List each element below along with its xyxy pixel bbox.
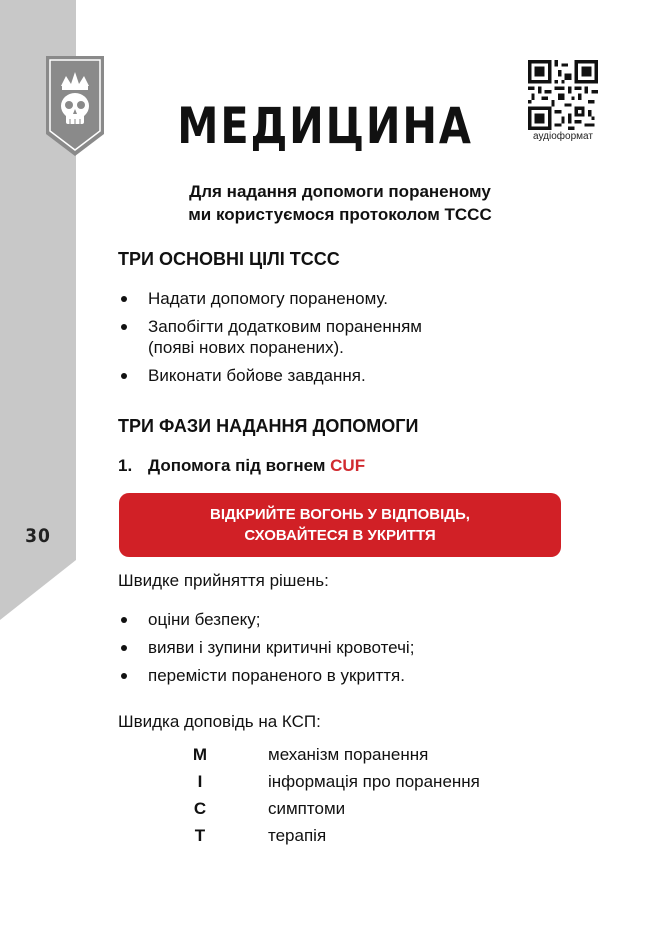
mist-meaning: механізм поранення	[268, 745, 429, 764]
goals-list	[118, 288, 558, 393]
mist-meaning: інформація про поранення	[268, 772, 480, 791]
bullet-icon	[121, 324, 127, 330]
phase-code: CUF	[330, 456, 366, 475]
page-number: 30	[25, 525, 51, 547]
decisions-heading: Швидке прийняття рішень:	[118, 571, 329, 590]
bullet-icon	[121, 673, 127, 679]
goals-heading: ТРИ ОСНОВНІ ЦІЛІ TCCC	[118, 249, 340, 269]
page-title: МЕДИЦИНА	[177, 97, 473, 155]
bullet-icon	[121, 296, 127, 302]
list-item: Надати допомогу пораненому.	[118, 288, 558, 309]
mist-letter: T	[194, 826, 206, 845]
bullet-icon	[121, 373, 127, 379]
alert-line: ВІДКРИЙТЕ ВОГОНЬ У ВІДПОВІДЬ,	[210, 506, 470, 523]
alert-banner	[119, 493, 561, 557]
mist-letter: C	[193, 799, 207, 818]
phase-label: Допомога під вогнем	[148, 456, 326, 475]
intro-text	[130, 180, 550, 226]
bullet-icon	[121, 645, 127, 651]
list-item: оціни безпеку;	[118, 609, 558, 630]
mist-letter: I	[197, 772, 203, 791]
decisions-list	[118, 609, 558, 693]
list-item: Запобігти додатковим пораненням (появі нових поранених).	[118, 316, 558, 358]
intro-line: ми користуємося протоколом TCCC	[188, 205, 492, 224]
bullet-icon	[121, 617, 127, 623]
qr-code-icon[interactable]	[528, 60, 598, 130]
mist-letter: M	[192, 745, 208, 764]
intro-line: Для надання допомоги пораненому	[189, 182, 491, 201]
list-item: Виконати бойове завдання.	[118, 365, 558, 386]
qr-caption: аудіоформат	[533, 131, 593, 142]
phase-1-title	[118, 456, 365, 476]
phases-heading: ТРИ ФАЗИ НАДАННЯ ДОПОМОГИ	[118, 416, 419, 436]
phase-number: 1.	[118, 456, 133, 475]
report-heading: Швидка доповідь на КСП:	[118, 712, 321, 731]
alert-line: СХОВАЙТЕСЯ В УКРИТТЯ	[244, 527, 436, 544]
list-item: вияви і зупини критичні кровотечі;	[118, 637, 558, 658]
list-item: перемісти пораненого в укриття.	[118, 665, 558, 686]
mist-meaning: терапія	[268, 826, 327, 845]
mist-meaning: симптоми	[268, 799, 346, 818]
